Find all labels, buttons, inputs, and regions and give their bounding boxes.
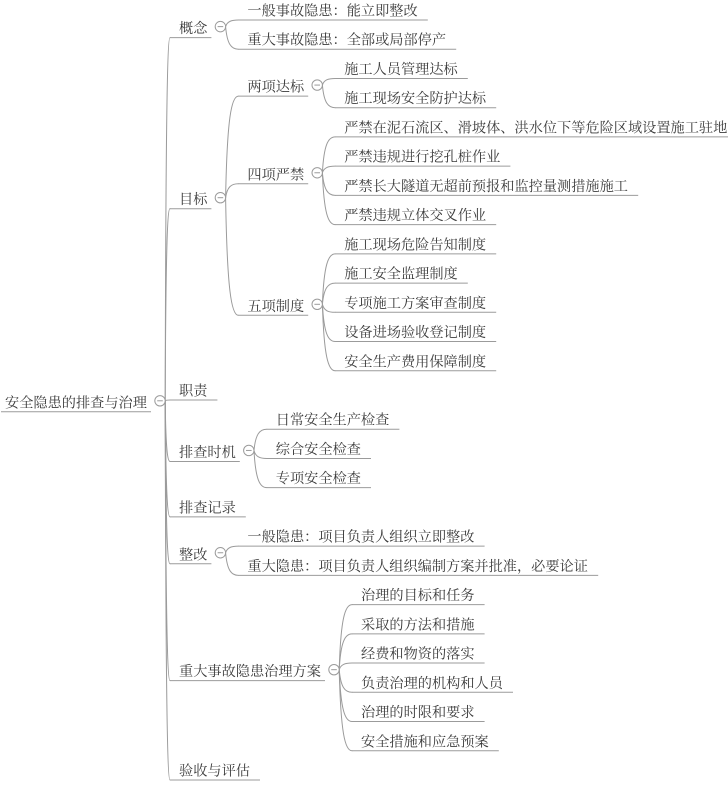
mindmap-node — [267, 470, 371, 488]
mindmap-node — [352, 646, 485, 664]
minus-circle-icon[interactable] — [215, 21, 225, 31]
node-label[interactable]: 排查时机 — [179, 444, 236, 461]
mindmap-node — [335, 178, 638, 196]
mindmap-node — [170, 762, 260, 780]
node-label[interactable]: 严禁在泥石流区、滑坡体、洪水位下等危险区域设置施工驻地 — [344, 120, 728, 137]
connector-line — [339, 670, 352, 693]
connector-line — [254, 429, 267, 450]
connector-line — [322, 283, 335, 304]
node-label[interactable]: 施工现场安全防护达标 — [344, 91, 487, 108]
mindmap-node — [335, 90, 496, 108]
node-label[interactable]: 职责 — [179, 383, 208, 400]
mindmap-node — [238, 254, 335, 371]
node-label[interactable]: 重大事故隐患治理方案 — [179, 664, 321, 681]
minus-circle-icon[interactable] — [312, 80, 322, 90]
connector-line — [226, 198, 239, 316]
node-label[interactable]: 安全生产费用保障制度 — [344, 354, 487, 371]
node-label[interactable]: 安全措施和应急预案 — [361, 734, 489, 751]
mindmap-node — [170, 429, 267, 487]
node-label[interactable]: 五项制度 — [247, 298, 305, 315]
mindmap-node — [170, 546, 238, 575]
node-label[interactable]: 整改 — [179, 547, 208, 564]
mindmap-node — [170, 499, 246, 517]
node-label[interactable]: 严禁违规立体交叉作业 — [344, 208, 487, 225]
mindmap-node — [238, 558, 598, 576]
node-label[interactable]: 两项达标 — [247, 79, 305, 96]
mindmap-node — [238, 3, 427, 21]
mindmap-node — [335, 61, 468, 79]
connector-line — [226, 27, 239, 50]
connector-line — [339, 663, 352, 670]
node-label[interactable]: 治理的目标和任务 — [361, 588, 475, 605]
mindmap-node — [267, 441, 371, 459]
node-label[interactable]: 四项严禁 — [247, 167, 305, 184]
node-label[interactable]: 设备进场验收登记制度 — [344, 325, 487, 342]
node-label[interactable]: 负责治理的机构和人员 — [361, 675, 503, 692]
connector-line — [322, 166, 335, 173]
mindmap-node — [352, 587, 485, 605]
node-label[interactable]: 施工安全监理制度 — [344, 266, 458, 283]
node-label[interactable]: 治理的时限和要求 — [361, 705, 475, 722]
node-label[interactable]: 验收与评估 — [179, 763, 250, 780]
minus-circle-icon[interactable] — [215, 192, 225, 202]
mindmap-node — [238, 529, 484, 547]
connector-line — [226, 96, 239, 198]
node-label[interactable]: 专项施工方案审查制度 — [344, 295, 487, 312]
node-label[interactable]: 一般事故隐患：能立即整改 — [247, 3, 418, 20]
mindmap-node — [238, 78, 335, 107]
connector-line — [254, 450, 267, 458]
node-label[interactable]: 目标 — [179, 192, 208, 209]
node-label[interactable]: 综合安全检查 — [275, 441, 361, 458]
mindmap-node — [335, 295, 496, 313]
connector-line — [254, 450, 267, 487]
mindmap-node — [335, 353, 496, 371]
root-node-label[interactable]: 安全隐患的排查与治理 — [5, 395, 147, 412]
node-label[interactable]: 排查记录 — [179, 500, 236, 517]
connector-line — [322, 173, 335, 225]
minus-circle-icon[interactable] — [244, 445, 254, 455]
minus-circle-icon[interactable] — [155, 396, 165, 406]
minus-circle-icon[interactable] — [312, 299, 322, 309]
node-label[interactable]: 采取的方法和措施 — [361, 617, 475, 634]
connector-line — [226, 20, 239, 27]
minus-circle-icon[interactable] — [329, 664, 339, 674]
node-label[interactable]: 严禁违规进行挖孔桩作业 — [344, 149, 501, 166]
mindmap-node — [170, 20, 238, 49]
mindmap-node — [352, 675, 513, 693]
minus-circle-icon[interactable] — [215, 548, 225, 558]
connector-line — [165, 400, 170, 401]
connector-line — [322, 254, 335, 304]
mindmap-node — [170, 96, 238, 315]
mindmap-node — [267, 412, 400, 430]
mindmap-node — [335, 266, 468, 284]
mindmap-node — [335, 149, 510, 167]
connector-line — [322, 85, 335, 108]
mindmap-node — [238, 32, 456, 50]
mindmap-node — [238, 137, 335, 225]
node-label[interactable]: 一般隐患：项目负责人组织立即整改 — [247, 529, 475, 546]
mindmap-node — [352, 704, 485, 722]
minus-circle-icon[interactable] — [312, 168, 322, 178]
connector-line — [322, 173, 335, 196]
node-label[interactable]: 日常安全生产检查 — [275, 412, 390, 429]
connector-line — [322, 304, 335, 312]
node-label[interactable]: 重大事故隐患：全部或局部停产 — [247, 32, 447, 49]
mindmap-node — [170, 605, 352, 751]
connector-line — [226, 546, 239, 553]
node-label[interactable]: 严禁长大隧道无超前预报和监控量测措施施工 — [344, 178, 628, 195]
mindmap-node — [335, 207, 496, 225]
connector-line — [226, 553, 239, 576]
node-label[interactable]: 施工现场危险告知制度 — [344, 237, 487, 254]
node-label[interactable]: 施工人员管理达标 — [344, 61, 458, 78]
mindmap-node — [335, 236, 496, 254]
mindmap-node — [352, 616, 485, 634]
connector-line — [322, 78, 335, 85]
connector-line — [226, 184, 239, 198]
mindmap-node — [170, 382, 217, 400]
mindmap-node — [335, 324, 496, 342]
node-label[interactable]: 概念 — [179, 21, 208, 38]
mindmap-node — [352, 734, 499, 751]
mindmap-root-node — [1, 38, 170, 780]
node-label[interactable]: 重大隐患：项目负责人组织编制方案并批准，必要论证 — [247, 558, 588, 575]
node-label[interactable]: 经费和物资的落实 — [361, 646, 475, 663]
node-label[interactable]: 专项安全检查 — [275, 471, 361, 488]
mindmap-node — [335, 119, 728, 137]
